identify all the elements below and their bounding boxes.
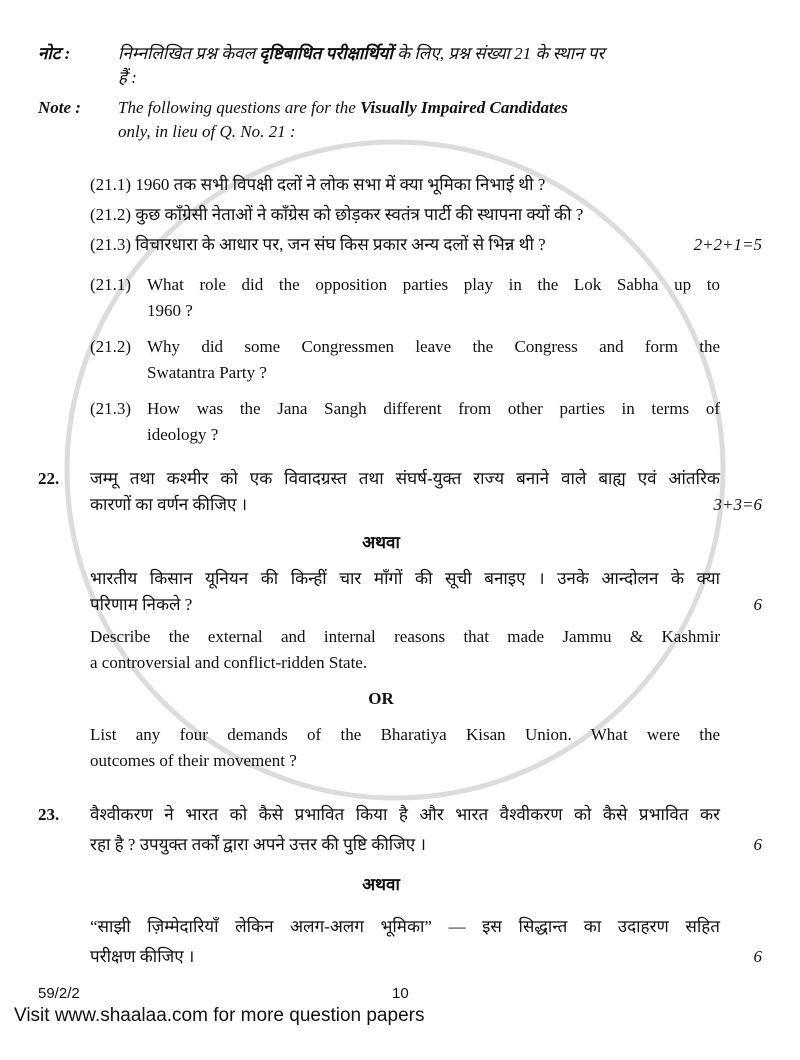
q23-alt-marks: 6 [753, 947, 762, 966]
q23-or-hi: अथवा [362, 875, 400, 894]
q21-hi-2 [90, 202, 762, 228]
q23-number: 23. [38, 805, 60, 824]
q22-en-line1: Describe the external and internal reasons that made Jammu & Kashmir [90, 627, 720, 646]
q22-alt-hi-line1: भारतीय किसान यूनियन की किन्हीं चार माँगों की सूची बनाइए । उनके आन्दोलन के क्या [90, 569, 720, 588]
q21-hi-2-text: कुछ काँग्रेसी नेताओं ने काँग्रेस को छोड़कर स्वतंत्र पार्टी की स्थापना क्यों की ? [135, 205, 584, 224]
note-hi-pre: निम्नलिखित प्रश्न केवल [118, 44, 260, 63]
q21-en-2-line2: Swatantra Party ? [147, 363, 267, 382]
note-en [38, 96, 762, 144]
footer [38, 984, 762, 1004]
q22-alt-hi-line2: परिणाम निकले ? [90, 595, 193, 614]
note-en-bold: Visually Impaired Candidates [360, 98, 568, 117]
q21-hi-1-num: (21.1) [90, 175, 132, 194]
q21-en-1-line1: What role did the opposition parties play in the Lok Sabha up to [147, 275, 720, 294]
q21-hi-1-text: 1960 तक सभी विपक्षी दलों ने लोक सभा में क्या भूमिका निभाई थी ? [135, 175, 546, 194]
q21-hi-3 [90, 232, 762, 258]
q22-alt-en-line1: List any four demands of the Bharatiya Kisan Union. What were the [90, 725, 720, 744]
page-number: 10 [392, 985, 409, 1002]
q22-number: 22. [38, 469, 60, 488]
q22-en-line2: a controversial and conflict-ridden State. [90, 653, 368, 672]
q21-en-2-line1: Why did some Congressmen leave the Congress and form the [147, 337, 720, 356]
q23-alt-hi-line1: “साझी ज़िम्मेदारियाँ लेकिन अलग-अलग भूमिका” — इस सिद्धान्त का उदाहरण सहित [90, 917, 720, 936]
note-hi-text [118, 42, 762, 90]
q21-en-3 [90, 396, 720, 448]
q21-en-3-num: (21.3) [90, 399, 132, 418]
q22-or-en: OR [368, 689, 394, 708]
note-en-pre: The following questions are for the [118, 98, 361, 117]
q23-marks: 6 [753, 835, 762, 854]
q21-en-3-line1: How was the Jana Sangh different from other parties in terms of [147, 399, 720, 418]
note-hi-post: के लिए, प्रश्न संख्या 21 के स्थान पर [392, 44, 605, 63]
promo-link[interactable]: Visit www.shaalaa.com for more question papers [14, 1005, 425, 1026]
q21-en-1-line2: 1960 ? [147, 301, 193, 320]
q22-hi-line1: जम्मू तथा कश्मीर को एक विवादग्रस्त तथा संघर्ष-युक्त राज्य बनाने वाले बाह्य एवं आंतरिक [90, 469, 720, 488]
note-hi-bold: दृष्टिबाधित परीक्षार्थियों [259, 44, 393, 63]
q23-hi-line2: रहा है ? उपयुक्त तर्कों द्वारा अपने उत्तर की पुष्टि कीजिए । [90, 835, 426, 854]
q22-alt-en-line2: outcomes of their movement ? [90, 751, 297, 770]
q21-en-2-num: (21.2) [90, 337, 132, 356]
paper-code: 59/2/2 [38, 985, 80, 1002]
q23-alt-hi-line2: परीक्षण कीजिए । [90, 947, 195, 966]
q21-en-3-line2: ideology ? [147, 425, 219, 444]
note-en-label: Note : [38, 98, 81, 117]
note-en-line2: only, in lieu of Q. No. 21 : [118, 122, 296, 141]
q21-en-2 [90, 334, 720, 386]
q23-hi-line1: वैश्वीकरण ने भारत को कैसे प्रभावित किया है और भारत वैश्वीकरण को कैसे प्रभावित कर [90, 805, 720, 824]
q21-en [90, 272, 720, 448]
q21-hi [90, 172, 762, 258]
note-hi-line2: हैं : [118, 68, 137, 87]
q22-alt-marks: 6 [753, 595, 762, 614]
q21-en-1-num: (21.1) [90, 275, 132, 294]
q21-hi-1 [90, 172, 762, 198]
q22-or-hi: अथवा [362, 533, 400, 552]
q23 [38, 802, 762, 970]
note-hi [38, 42, 762, 90]
q21-hi-2-num: (21.2) [90, 205, 132, 224]
note-en-text [118, 96, 762, 144]
q21-en-1 [90, 272, 720, 324]
q21-hi-3-num: (21.3) [90, 235, 132, 254]
q21-hi-3-text: विचारधारा के आधार पर, जन संघ किस प्रकार अन्य दलों से भिन्न थी ? [135, 235, 546, 254]
q21-marks: 2+2+1=5 [693, 235, 762, 254]
note-hi-label: नोट : [38, 44, 71, 63]
q22-marks: 3+3=6 [713, 495, 762, 514]
q22 [38, 466, 762, 774]
q22-hi-line2: कारणों का वर्णन कीजिए । [90, 495, 248, 514]
